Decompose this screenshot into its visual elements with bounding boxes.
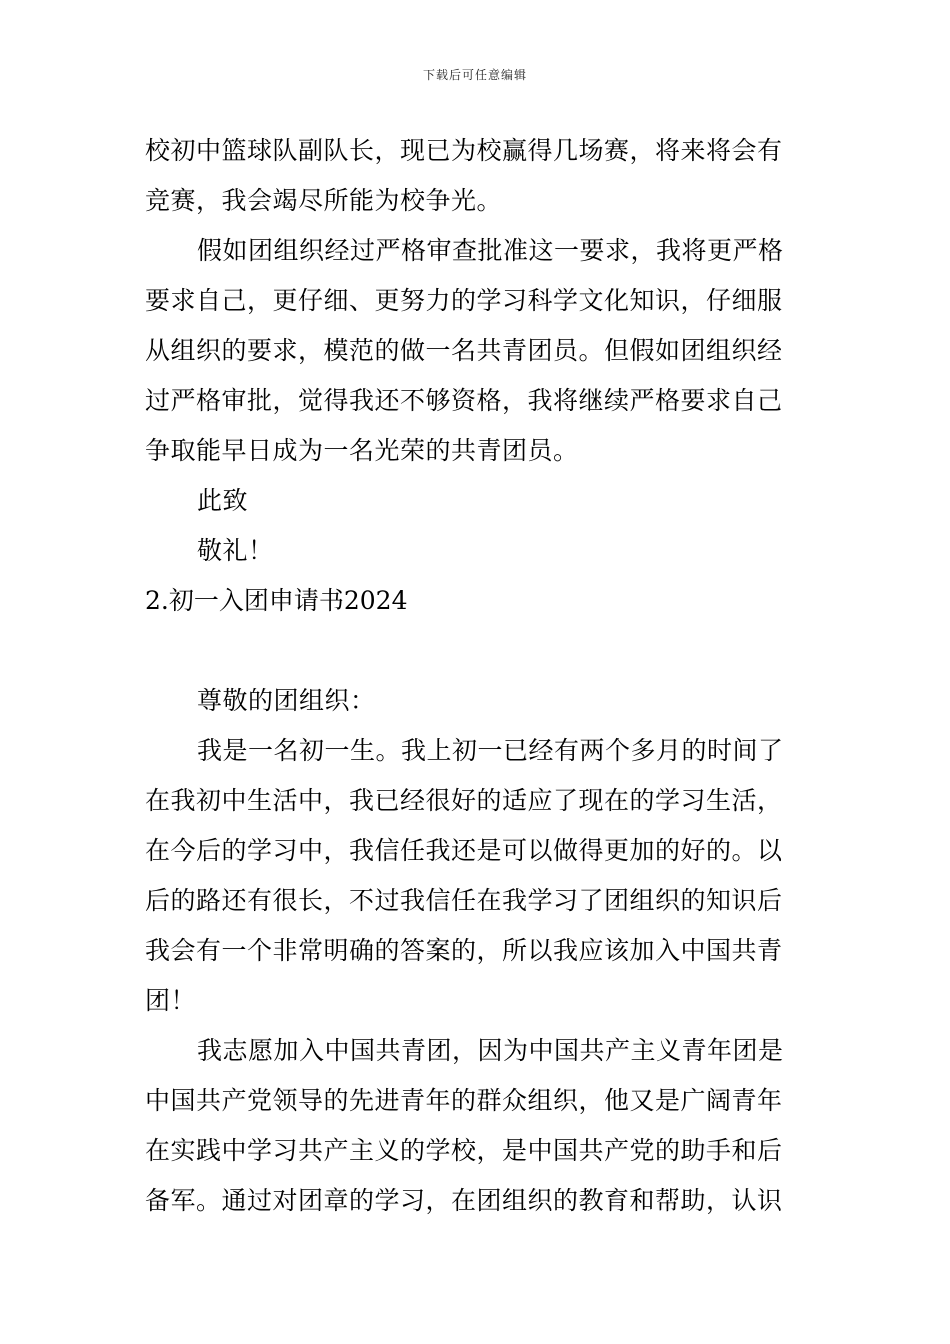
body-line: 中国共产党领导的先进青年的群众组织，他又是广阔青年 <box>145 1086 783 1115</box>
salutation-closing: 此致 <box>197 486 249 515</box>
paragraph-start: 假如团组织经过严格审查批准这一要求，我将更严格 <box>197 236 784 265</box>
document-body <box>145 126 810 1226</box>
paragraph-start: 我是一名初一生。我上初一已经有两个多月的时间了 <box>197 736 784 765</box>
body-line: 我会有一个非常明确的答案的，所以我应该加入中国共青 <box>145 936 783 965</box>
section-heading: 2.初一入团申请书2024 <box>145 586 408 615</box>
body-line: 在我初中生活中，我已经很好的适应了现在的学习生活， <box>145 786 783 815</box>
body-line: 争取能早日成为一名光荣的共青团员。 <box>145 436 579 465</box>
salutation-regards: 敬礼！ <box>197 536 274 565</box>
body-line: 过严格审批，觉得我还不够资格，我将继续严格要求自己 <box>145 386 783 415</box>
blank-line <box>145 626 810 676</box>
body-line: 从组织的要求，模范的做一名共青团员。但假如团组织经 <box>145 336 783 365</box>
paragraph-start: 我志愿加入中国共青团，因为中国共产主义青年团是 <box>197 1036 784 1065</box>
body-line: 后的路还有很长，不过我信任在我学习了团组织的知识后 <box>145 886 783 915</box>
body-line: 在实践中学习共产主义的学校，是中国共产党的助手和后 <box>145 1136 783 1165</box>
body-line: 校初中篮球队副队长，现已为校赢得几场赛，将来将会有 <box>145 136 783 165</box>
body-line: 备军。通过对团章的学习，在团组织的教育和帮助，认识 <box>145 1186 783 1215</box>
body-line: 团！ <box>145 986 197 1015</box>
body-line: 在今后的学习中，我信任我还是可以做得更加的好的。以 <box>145 836 783 865</box>
greeting: 尊敬的团组织： <box>197 686 376 715</box>
header-note: 下载后可任意编辑 <box>422 68 527 82</box>
body-line: 竞赛，我会竭尽所能为校争光。 <box>145 186 503 215</box>
body-line: 要求自己，更仔细、更努力的学习科学文化知识，仔细服 <box>145 286 783 315</box>
